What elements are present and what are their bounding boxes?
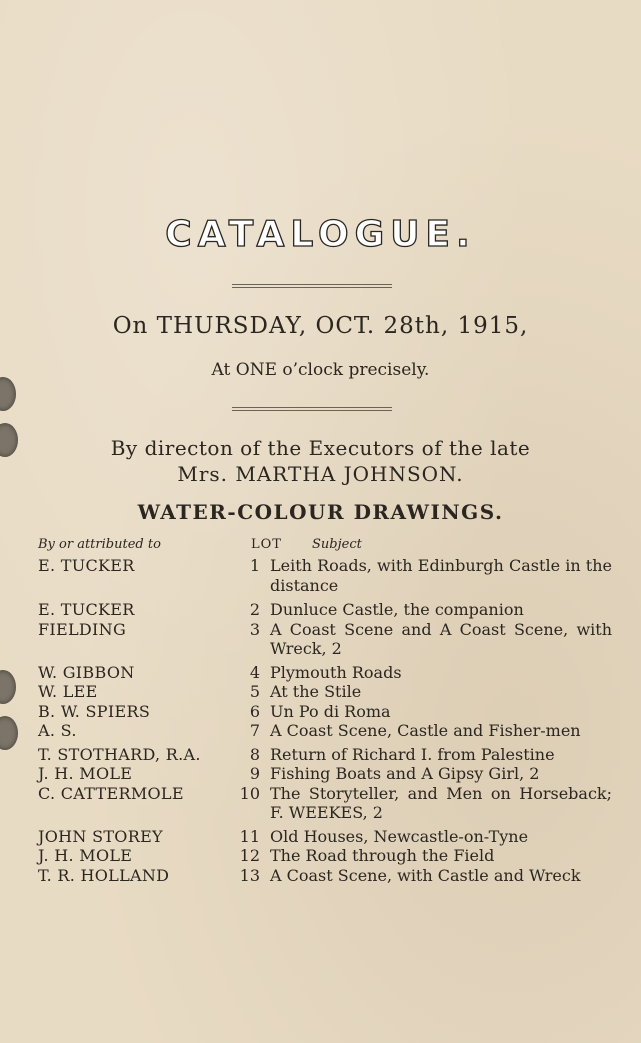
lot-subject: A Coast Scene, with Castle and Wreck bbox=[270, 865, 581, 885]
lot-artist: T. R. HOLLAND bbox=[38, 865, 170, 885]
lot-subject: Plymouth Roads bbox=[270, 662, 402, 682]
lot-subject: Un Po di Roma bbox=[270, 701, 391, 721]
lot-artist: W. LEE bbox=[38, 682, 98, 701]
lot-row bbox=[0, 702, 641, 722]
lot-number: 2 bbox=[249, 600, 260, 619]
lot-number: 12 bbox=[239, 846, 260, 865]
lot-row bbox=[0, 846, 641, 866]
lot-row bbox=[0, 600, 641, 620]
lot-row bbox=[0, 827, 641, 847]
lot-number: 6 bbox=[249, 701, 260, 721]
lot-row bbox=[0, 784, 641, 823]
column-header-artist: By or attributed to bbox=[38, 537, 161, 552]
column-header-subject: Subject bbox=[312, 537, 362, 552]
lot-artist: J. H. MOLE bbox=[38, 764, 133, 783]
lot-number: 3 bbox=[249, 619, 260, 639]
divider bbox=[232, 407, 392, 411]
lot-row bbox=[0, 721, 641, 741]
lot-number: 4 bbox=[249, 662, 260, 682]
lot-subject: The Road through the Field bbox=[270, 846, 495, 865]
lot-artist: C. CATTERMOLE bbox=[38, 783, 184, 803]
lot-number: 9 bbox=[249, 764, 260, 783]
lot-subject: Fishing Boats and A Gipsy Girl, 2 bbox=[270, 764, 540, 783]
lot-row bbox=[0, 866, 641, 886]
binder-hole-icon bbox=[0, 377, 16, 411]
deceased-name: Mrs. MARTHA JOHNSON. bbox=[177, 462, 464, 486]
lot-number: 8 bbox=[249, 744, 260, 764]
lot-number: 5 bbox=[249, 682, 260, 701]
lot-row bbox=[0, 764, 641, 784]
lot-subject: A Coast Scene, Castle and Fisher-men bbox=[270, 721, 581, 740]
lot-subject: Dunluce Castle, the companion bbox=[270, 600, 524, 619]
lot-row bbox=[0, 745, 641, 765]
lot-row bbox=[0, 556, 641, 595]
lot-row bbox=[0, 682, 641, 702]
lot-list bbox=[0, 556, 641, 885]
lot-artist: A. S. bbox=[38, 721, 77, 740]
lot-artist: JOHN STOREY bbox=[38, 826, 163, 846]
collection-title: WATER-COLOUR DRAWINGS. bbox=[137, 500, 504, 524]
lot-subject: Return of Richard I. from Palestine bbox=[270, 744, 555, 764]
lot-subject: Leith Roads, with Edinburgh Castle in the distance bbox=[270, 556, 612, 595]
lot-artist: E. TUCKER bbox=[38, 600, 135, 619]
lot-row bbox=[0, 620, 641, 659]
lot-artist: FIELDING bbox=[38, 619, 127, 639]
lot-artist: B. W. SPIERS bbox=[38, 701, 151, 721]
lot-number: 11 bbox=[239, 826, 260, 846]
direction-line: By directon of the Executors of the late bbox=[110, 436, 531, 460]
lot-number: 7 bbox=[249, 721, 260, 740]
lot-number: 13 bbox=[239, 865, 260, 885]
lot-artist: T. STOTHARD, R.A. bbox=[38, 744, 201, 764]
lot-artist: J. H. MOLE bbox=[38, 846, 133, 865]
lot-artist: E. TUCKER bbox=[38, 556, 135, 575]
lot-subject: Old Houses, Newcastle-on-Tyne bbox=[270, 826, 529, 846]
lot-subject: The Storyteller, and Men on Horseback; F. WEEKES, 2 bbox=[270, 783, 612, 822]
lot-artist: W. GIBBON bbox=[38, 662, 135, 682]
lot-number: 1 bbox=[249, 556, 260, 575]
page-title: CATALOGUE. bbox=[165, 214, 476, 255]
sale-time: At ONE o’clock precisely. bbox=[211, 360, 430, 380]
sale-date: On THURSDAY, OCT. 28th, 1915, bbox=[112, 313, 529, 339]
lot-subject: At the Stile bbox=[270, 682, 362, 701]
lot-number: 10 bbox=[239, 783, 260, 803]
divider bbox=[232, 284, 392, 288]
lot-subject: A Coast Scene and A Coast Scene, with Wreck, 2 bbox=[270, 619, 612, 658]
column-header-lot: LOT bbox=[251, 537, 282, 552]
lot-row bbox=[0, 663, 641, 683]
